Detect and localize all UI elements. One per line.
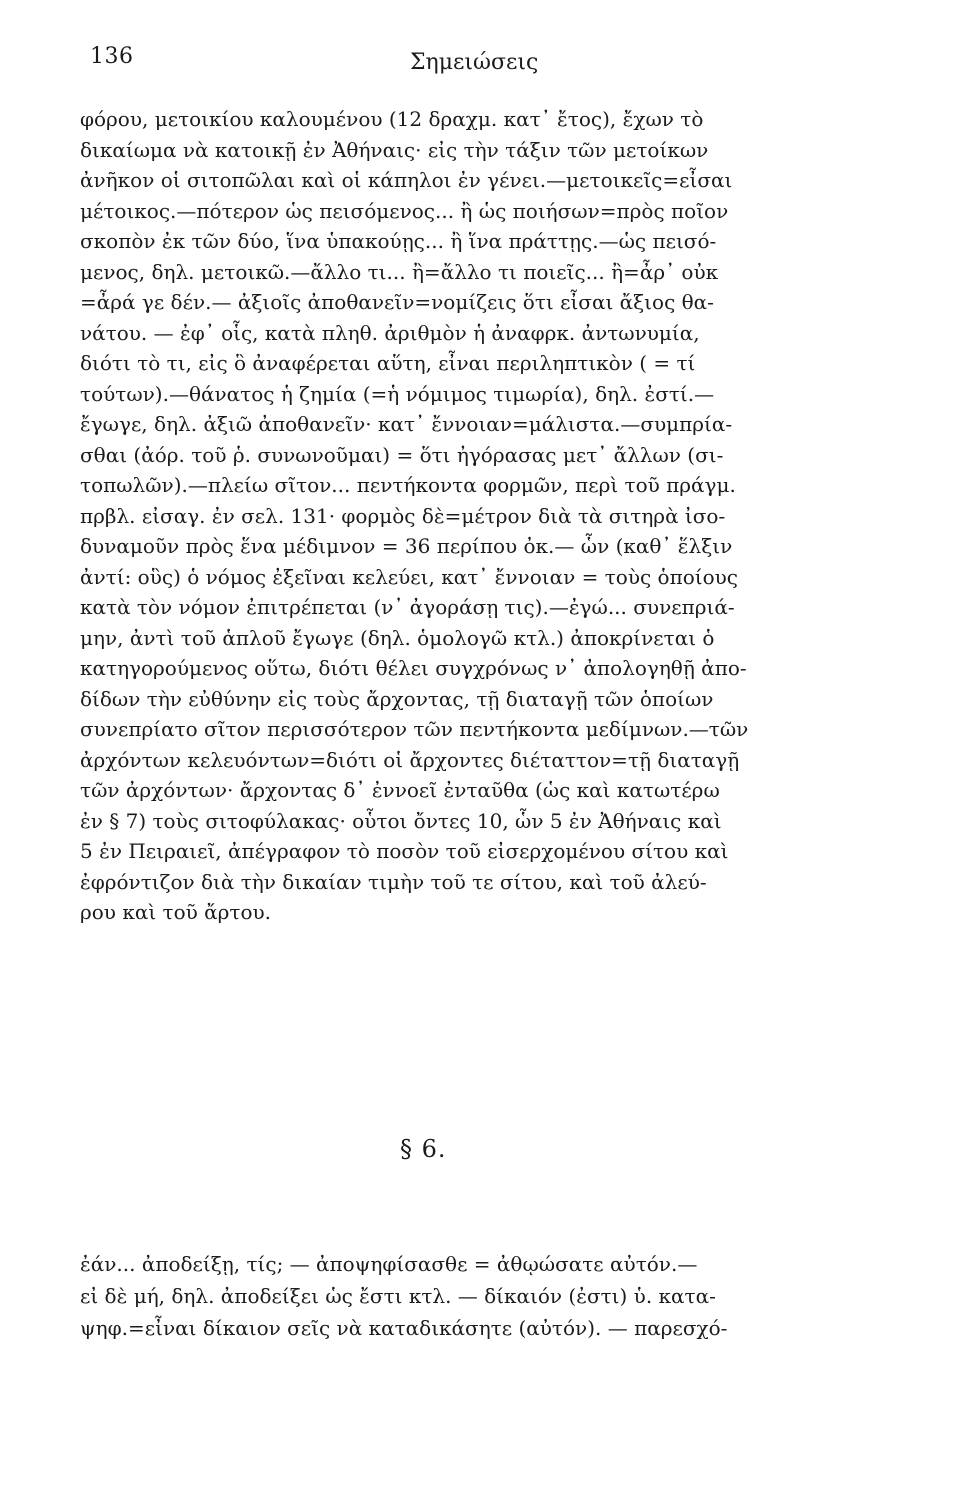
text-line: ψηφ.=εἶναι δίκαιον σεῖς νὰ καταδικάσητε (αὐτόν). — παρεσχό- bbox=[80, 1316, 728, 1340]
text-line: ἀντί: οὓς) ὁ νόμος ἐξεῖναι κελεύει, κατ᾽ ἔννοιαν = τοὺς ὁποίους bbox=[80, 564, 738, 589]
text-line: σκοπὸν ἐκ τῶν δύο, ἵνα ὑπακούῃς... ἢ ἵνα πράττῃς.—ὡς πεισό- bbox=[80, 229, 717, 253]
text-line: νάτου. — ἐφ᾽ οἷς, κατὰ πληθ. ἀριθμὸν ἡ ἀναφρκ. ἀντωνυμία, bbox=[80, 320, 700, 345]
text-line: ἀρχόντων κελευόντων=διότι οἱ ἄρχοντες διέταττον=τῇ διαταγῇ bbox=[80, 747, 740, 772]
text-line: τούτων).—θάνατος ἡ ζημία (=ἡ νόμιμος τιμωρία), δηλ. ἐστί.— bbox=[80, 381, 715, 406]
text-line: τοπωλῶν).—πλείω σῖτον... πεντήκοντα φορμῶν, περὶ τοῦ πράγμ. bbox=[80, 473, 736, 497]
running-title: Σημειώσεις bbox=[410, 50, 539, 75]
text-line: ρου καὶ τοῦ ἄρτου. bbox=[80, 900, 272, 924]
text-line: δίδων τὴν εὐθύνην εἰς τοὺς ἄρχοντας, τῇ διαταγῇ τῶν ὁποίων bbox=[80, 686, 714, 711]
text-line: τῶν ἀρχόντων· ἄρχοντας δ᾽ ἐννοεῖ ἐνταῦθα (ὡς καὶ κατωτέρω bbox=[80, 778, 720, 802]
text-line: δυναμοῦν πρὸς ἕνα μέδιμνον = 36 περίπου ὀκ.— ὧν (καθ᾽ ἕλξιν bbox=[80, 534, 733, 558]
text-line: ἐάν... ἀποδείξῃ, τίς; — ἀποψηφίσασθε = ἀθῳώσατε αὐτόν.— bbox=[80, 1252, 698, 1276]
text-line: κατηγορούμενος οὕτω, διότι θέλει συγχρόνως ν᾽ ἀπολογηθῇ ἀπο- bbox=[80, 656, 747, 680]
text-line: ἐν § 7) τοὺς σιτοφύλακας· οὗτοι ὄντες 10, ὧν 5 ἐν Ἀθήναις καὶ bbox=[80, 808, 722, 833]
text-line: 5 ἐν Πειραιεῖ, ἀπέγραφον τὸ ποσὸν τοῦ εἰσερχομένου σίτου καὶ bbox=[80, 839, 729, 863]
text-line: φόρου, μετοικίου καλουμένου (12 δραχμ. κατ᾽ ἔτος), ἔχων τὸ bbox=[80, 107, 704, 131]
section-body bbox=[80, 1248, 860, 1344]
text-line: διότι τὸ τι, εἰς ὃ ἀναφέρεται αὕτη, εἶναι περιληπτικὸν ( = τί bbox=[80, 351, 696, 375]
text-line: μέτοικος.—πότερον ὡς πεισόμενος... ἢ ὡς ποιήσων=πρὸς ποῖον bbox=[80, 198, 729, 223]
text-line: σθαι (ἀόρ. τοῦ ῥ. συνωνοῦμαι) = ὅτι ἠγόρασας μετ᾽ ἄλλων (σι- bbox=[80, 442, 724, 467]
section-heading: § 6. bbox=[400, 1135, 447, 1163]
text-line: εἰ δὲ μή, δηλ. ἀποδείξει ὡς ἔστι κτλ. — δίκαιόν (ἐστι) ὑ. κατα- bbox=[80, 1284, 716, 1308]
text-line: μενος, δηλ. μετοικῶ.—ἄλλο τι... ἢ=ἄλλο τι ποιεῖς... ἢ=ἆρ᾽ οὐκ bbox=[80, 259, 719, 284]
text-line: ἀνῆκον οἱ σιτοπῶλαι καὶ οἱ κάπηλοι ἐν γένει.—μετοικεῖς=εἶσαι bbox=[80, 168, 733, 192]
text-line: πρβλ. εἰσαγ. ἐν σελ. 131· φορμὸς δὲ=μέτρον διὰ τὰ σιτηρὰ ἰσο- bbox=[80, 503, 726, 528]
text-line: ἔγωγε, δηλ. ἀξιῶ ἀποθανεῖν· κατ᾽ ἔννοιαν=μάλιστα.—συμπρία- bbox=[80, 412, 733, 436]
page-number: 136 bbox=[90, 44, 134, 69]
text-line: κατὰ τὸν νόμον ἐπιτρέπεται (ν᾽ ἀγοράσῃ τις).—ἐγώ... συνεπριά- bbox=[80, 595, 735, 619]
text-line: ἐφρόντιζον διὰ τὴν δικαίαν τιμὴν τοῦ τε σίτου, καὶ τοῦ ἀλεύ- bbox=[80, 869, 707, 894]
notes-body bbox=[80, 104, 860, 928]
text-line: =ἆρά γε δέν.— ἀξιοῖς ἀποθανεῖν=νομίζεις ὅτι εἶσαι ἄξιος θα- bbox=[80, 290, 714, 314]
page-header bbox=[80, 40, 880, 80]
text-line: συνεπρίατο σῖτον περισσότερον τῶν πεντήκοντα μεδίμνων.—τῶν bbox=[80, 717, 749, 741]
text-line: δικαίωμα νὰ κατοικῇ ἐν Ἀθήναις· εἰς τὴν τάξιν τῶν μετοίκων bbox=[80, 137, 709, 162]
text-line: μην, ἀντὶ τοῦ ἁπλοῦ ἔγωγε (δηλ. ὁμολογῶ κτλ.) ἀποκρίνεται ὁ bbox=[80, 625, 715, 650]
